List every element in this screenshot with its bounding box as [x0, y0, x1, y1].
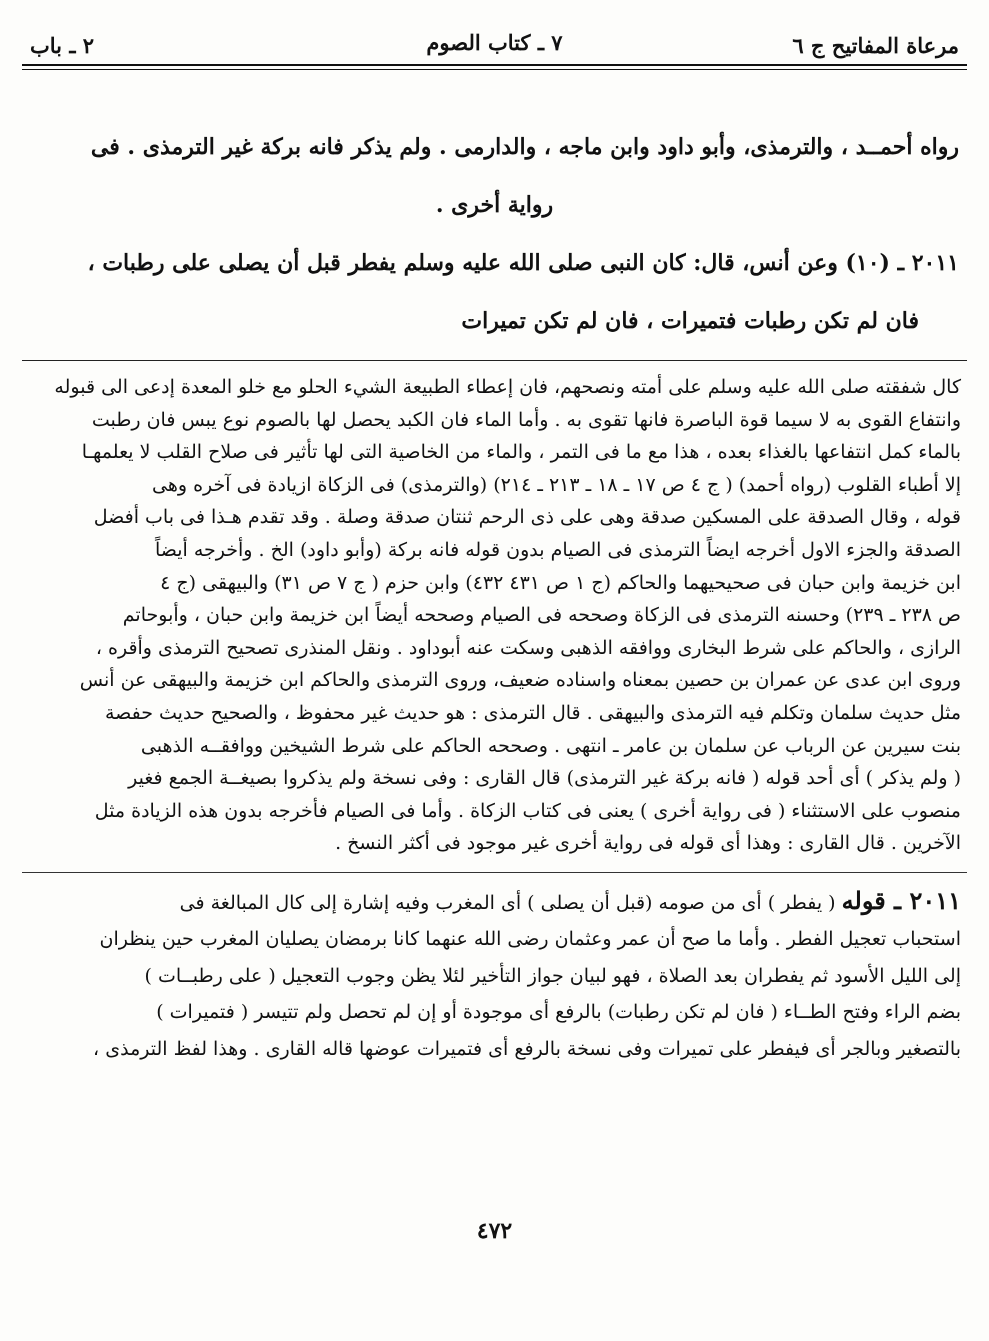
- page: [22, 18, 967, 1328]
- hadith-line: رواه أحمــد ، والترمذى، وأبو داود وابن ماجه ، والدارمى . ولم يذكر فانه بركة غير الترمذى . فى: [90, 134, 959, 160]
- commentary-line: بالتصغير وبالجر أى فيفطر على تميرات وفى نسخة بالرفع أى فتميرات عوضها قاله القارى . وهذا لفظ الترمذى ،: [93, 1037, 961, 1060]
- commentary-line: بنت سيرين عن الرباب عن سلمان بن عامر ـ انتهى . وصححه الحاكم على شرط الشيخين ووافقــه الذهبى: [140, 734, 961, 757]
- header-book-title: مرعاة المفاتيح ج ٦: [792, 33, 959, 58]
- header-section: ٢ ـ باب: [30, 33, 95, 58]
- commentary-block: [22, 371, 967, 860]
- running-header: [22, 18, 967, 58]
- commentary-line: الرازى ، والحاكم على شرط البخارى ووافقه الذهبى وسكت عنه أبوداود . ونقل المنذرى تصحيح الترمذى وأقره ،: [95, 636, 961, 659]
- commentary-line: استحباب تعجيل الفطر . وأما ما صح أن عمر وعثمان رضى الله عنهما كانا برمضان يصليان المغرب حين ينظران: [99, 928, 961, 951]
- hadith-text: [22, 118, 967, 350]
- commentary-line-rest: ( يفطر ) أى من صومه (قبل أن يصلى ) أى المغرب وفيه إشارة إلى كال المبالغة فى: [179, 891, 836, 914]
- hadith-line: فان لم تكن رطبات فتميرات ، فان لم تكن تميرات: [461, 308, 919, 334]
- page-number: ٤٧٢: [476, 1218, 513, 1244]
- commentary-line: [28, 883, 961, 922]
- header-rule: [22, 64, 967, 70]
- commentary-line: وانتفاع القوى به لا سيما قوة الباصرة فانها تقوى به . وأما الماء فان الكبد يحصل لها بالصوم نوع يبس فان رطبت: [91, 408, 961, 431]
- hadith-line: ٢٠١١ ـ (١٠) وعن أنس، قال: كان النبى صلى الله عليه وسلم يفطر قبل أن يصلى على رطبات ،: [87, 250, 959, 276]
- commentary-line: وروى ابن عدى عن عمران بن حصين بمعناه واسناده ضعيف، وروى الترمذى والحاكم ابن خزيمة والبيهقى عن أنس: [79, 669, 961, 692]
- commentary-line: ابن خزيمة وابن حبان فى صحيحيهما والحاكم (ج ١ ص ٤٣١ ٤٣٢) وابن حزم ( ج ٧ ص ٣١) والبيهقى (ج ٤: [160, 571, 961, 594]
- commentary-line: ص ٢٣٨ ـ ٢٣٩) وحسنه الترمذى فى الزكاة وصححه فى الصيام وصححه أيضاً ابن خزيمة وابن حبان ، وأبوحاتم: [122, 604, 961, 627]
- hadith-line: رواية أخرى .: [435, 192, 554, 218]
- commentary-line: الصدقة والجزء الاول أخرجه ايضاً الترمذى فى الصيام بدون قوله فانه بركة (وأبو داود) الخ . وأخرجه أيضاً: [155, 538, 961, 561]
- commentary-block-2: [22, 883, 967, 1068]
- commentary-line: بضم الراء وفتح الطــاء ( فان لم تكن رطبات) بالرفع أى موجودة أو إن لم تحصل ولم تتيسر ( فتميرات ): [156, 1001, 961, 1024]
- footnote-rule: [22, 360, 967, 361]
- commentary-line: إلى الليل الأسود ثم يفطران بعد الصلاة ، فهو لبيان جواز التأخير لئلا يظن وجوب التعجيل ( على رطبــات ): [144, 964, 961, 987]
- commentary-line: كال شفقته صلى الله عليه وسلم على أمته ونصحهم، فان إعطاء الطبيعة الشيء الحلو مع خلو المعدة إدعى الى قبوله: [54, 376, 961, 398]
- qawl-heading: ٢٠١١ ـ قوله: [841, 885, 961, 915]
- commentary-line: بالماء كمل انتفاعها بالغذاء بعده ، هذا مع ما فى التمر ، والماء من الخاصية التى لها تأثير فى صلاح القلب لا يعلمهـا: [81, 441, 961, 464]
- header-chapter-title: ٧ ـ كتاب الصوم: [426, 30, 563, 55]
- commentary-line: إلا أطباء القلوب (رواه أحمد) ( ج ٤ ص ١٧ ـ ١٨ ـ ٢١٣ ـ ٢١٤) (والترمذى) فى الزكاة ازيادة فى آخره وهى: [152, 473, 961, 496]
- commentary-line: ( ولم يذكر ) أى أحد قوله ( فانه بركة غير الترمذى) قال القارى : وفى نسخة ولم يذكروا بصيغــة الجمع فغير: [128, 767, 961, 790]
- commentary-line: مثل حديث سلمان وتكلم فيه الترمذى والبيهقى . قال الترمذى : هو حديث غير محفوظ ، والصحيح حديث حفصة: [104, 701, 961, 724]
- commentary-line: منصوب على الاستثناء ( فى رواية أخرى ) يعنى فى كتاب الزكاة . وأما فى الصيام فأخرجه بدون هذه الزيادة مثل: [94, 799, 961, 822]
- commentary-line: قوله ، وقال الصدقة على المسكين صدقة وهى على ذى الرحم ثنتان صدقة وصلة . وقد تقدم هـذا فى باب أفضل: [93, 506, 961, 529]
- commentary-line: الآخرين . قال القارى : وهذا أى قوله فى رواية أخرى غير موجود فى أكثر النسخ .: [335, 832, 961, 855]
- section-rule: [22, 872, 967, 873]
